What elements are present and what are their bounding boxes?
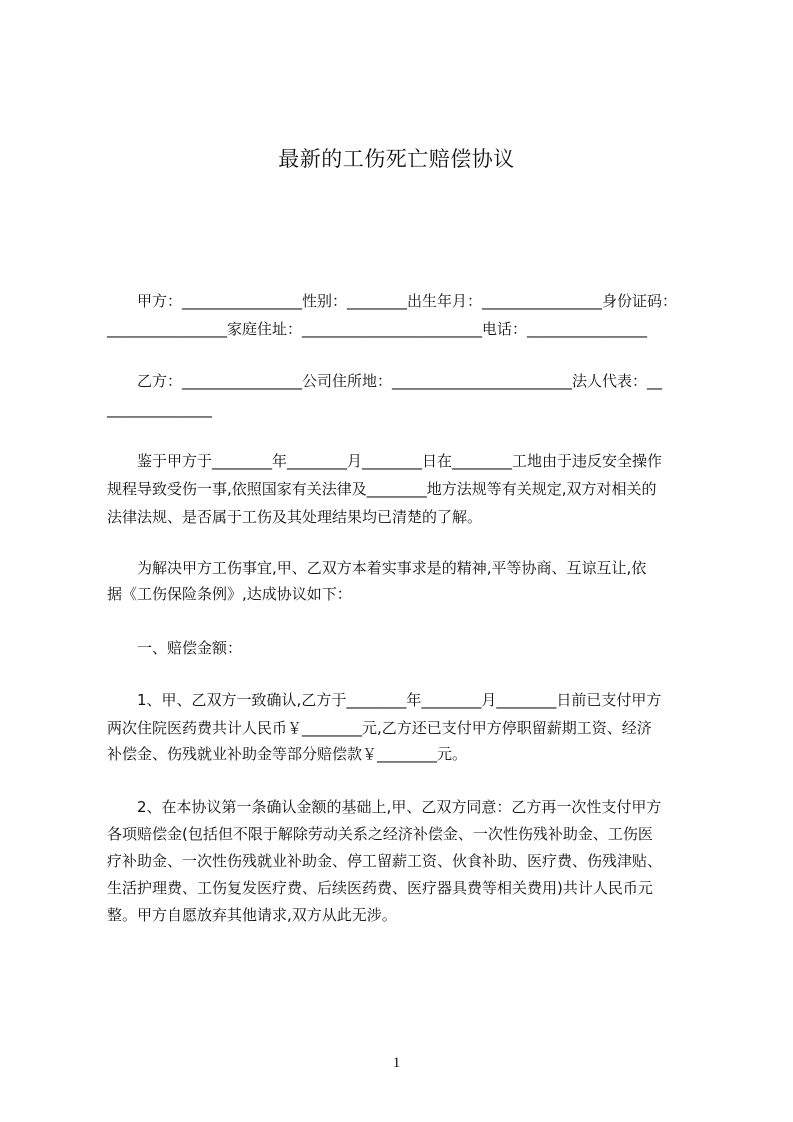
clause-1-line-1: 1、甲、乙双方一致确认,乙方于________年________月________日前已支付甲方	[137, 691, 662, 709]
party-b-line-2: ______________	[107, 400, 212, 418]
section-heading-compensation: 一、赔偿金额：	[137, 639, 243, 657]
whereas-line-2: 规程导致受伤一事,依照国家有关法律及________地方法规等有关规定,双方对相关的	[107, 480, 657, 498]
clause-2-line-5: 整。甲方自愿放弃其他请求,双方从此无涉。	[107, 906, 397, 924]
clause-2-line-2: 各项赔偿金(包括但不限于解除劳动关系之经济补偿金、一次性伤残补助金、工伤医	[107, 825, 653, 843]
document-title: 最新的工伤死亡赔偿协议	[278, 147, 515, 171]
whereas-line-1: 鉴于甲方于________年________月________日在________工地由于违反安全操作	[137, 452, 663, 470]
purpose-line-1: 为解决甲方工伤事宜,甲、乙双方本着实事求是的精神,平等协商、互谅互让,依	[137, 559, 647, 577]
clause-2-line-1: 2、在本协议第一条确认金额的基础上,甲、乙双方同意：乙方再一次性支付甲方	[137, 798, 662, 816]
clause-1-line-3: 补偿金、伤残就业补助金等部分赔偿款￥________元。	[107, 745, 468, 763]
clause-1-line-2: 两次住院医药费共计人民币￥________元,乙方还已支付甲方停职留薪期工资、经济	[107, 719, 652, 737]
party-a-line-2: ________________家庭住址：________________________电话：________________	[107, 320, 648, 338]
party-b-line-1: 乙方：________________公司住所地：________________________法人代表：__	[137, 372, 663, 390]
clause-2-line-4: 生活护理费、工伤复发医疗费、后续医药费、医疗器具费等相关费用)共计人民币元	[107, 879, 653, 897]
page-number: 1	[392, 1055, 401, 1071]
whereas-line-3: 法律法规、是否属于工伤及其处理结果均已清楚的了解。	[107, 508, 483, 526]
party-a-line-1: 甲方：________________性别：________出生年月：________________身份证码：	[137, 292, 678, 310]
purpose-line-2: 据《工伤保险条例》,达成协议如下：	[107, 585, 352, 603]
clause-2-line-3: 疗补助金、一次性伤残就业补助金、停工留薪工资、伙食补助、医疗费、伤残津贴、	[107, 852, 663, 870]
